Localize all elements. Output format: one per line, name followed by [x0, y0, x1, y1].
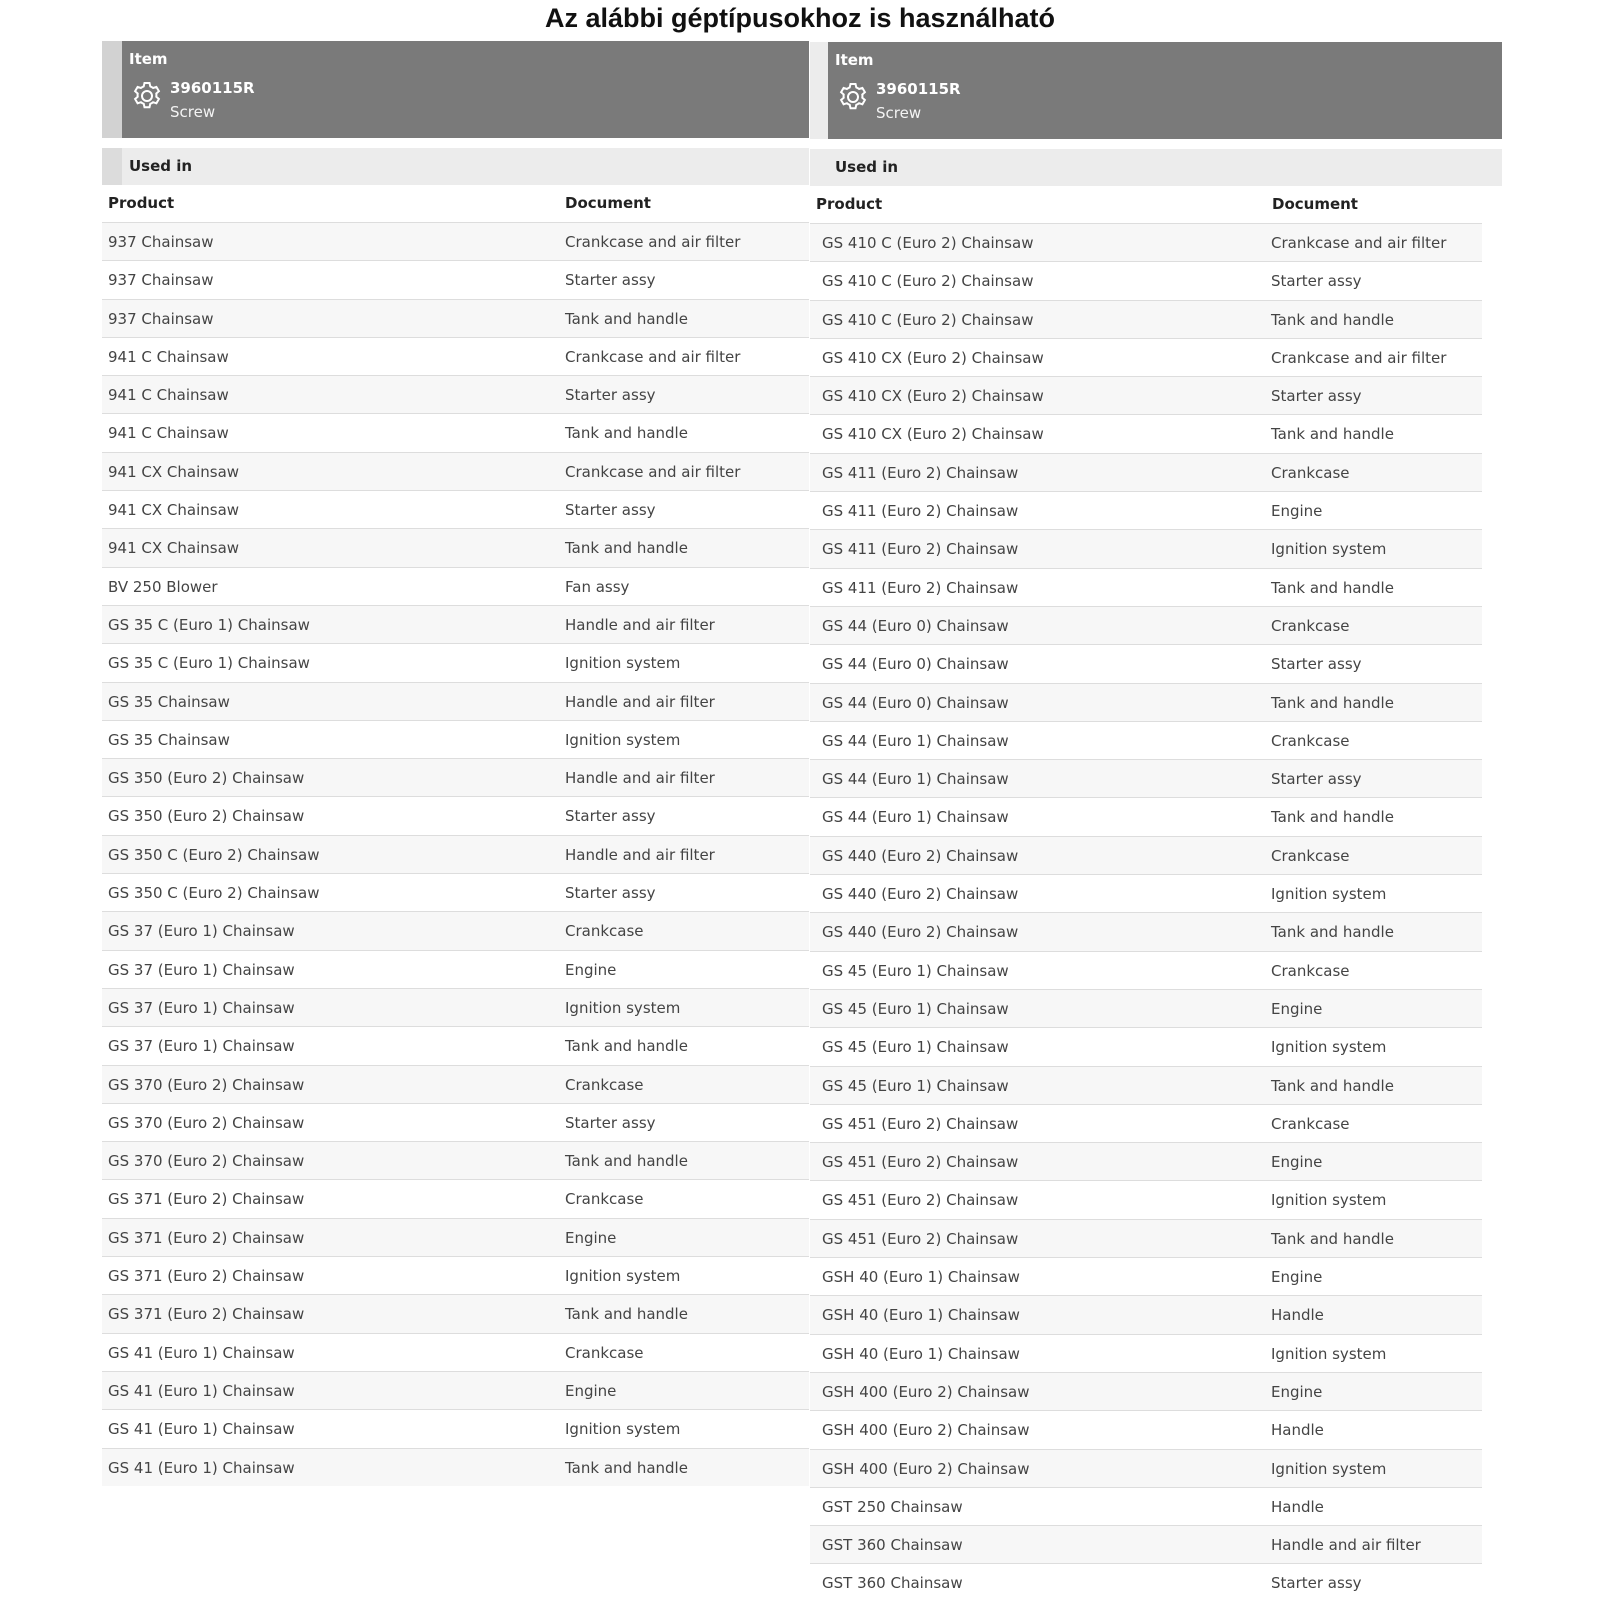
document-cell[interactable]: Crankcase: [1271, 463, 1350, 482]
product-cell[interactable]: GS 37 (Euro 1) Chainsaw: [108, 960, 295, 979]
table-row[interactable]: [810, 644, 1482, 682]
table-row[interactable]: [102, 1371, 809, 1409]
used-in-section-header: [102, 148, 809, 185]
product-cell[interactable]: GS 371 (Euro 2) Chainsaw: [108, 1305, 305, 1324]
table-row[interactable]: [810, 989, 1482, 1027]
table-row[interactable]: [102, 1294, 809, 1332]
table-row[interactable]: [810, 376, 1482, 414]
document-cell[interactable]: Tank and handle: [565, 539, 688, 558]
document-cell[interactable]: Ignition system: [565, 1420, 681, 1439]
table-row[interactable]: [810, 683, 1482, 721]
product-cell[interactable]: GS 44 (Euro 1) Chainsaw: [822, 731, 1009, 750]
product-cell[interactable]: GS 44 (Euro 0) Chainsaw: [822, 616, 1009, 635]
product-cell[interactable]: GS 350 (Euro 2) Chainsaw: [108, 769, 305, 788]
product-cell[interactable]: 937 Chainsaw: [108, 309, 214, 328]
item-code: 3960115R: [876, 80, 961, 98]
table-row[interactable]: [102, 1103, 809, 1141]
document-cell[interactable]: Handle and air filter: [565, 615, 715, 634]
product-cell[interactable]: 941 C Chainsaw: [108, 347, 229, 366]
document-cell[interactable]: Handle: [1271, 1421, 1324, 1440]
document-cell[interactable]: Crankcase and air filter: [1271, 234, 1447, 252]
document-cell[interactable]: Engine: [1271, 1382, 1323, 1401]
table-row[interactable]: [810, 338, 1482, 376]
product-cell[interactable]: GST 250 Chainsaw: [822, 1497, 963, 1516]
document-cell[interactable]: Crankcase and air filter: [565, 462, 741, 481]
table-row[interactable]: [810, 261, 1482, 299]
item-header: [810, 42, 1502, 139]
document-cell[interactable]: Crankcase: [1271, 1114, 1350, 1133]
table-row[interactable]: [102, 299, 809, 337]
document-cell[interactable]: Ignition system: [565, 1267, 681, 1286]
table-row[interactable]: [810, 1372, 1482, 1410]
table-row[interactable]: [810, 1563, 1482, 1601]
document-cell[interactable]: Crankcase: [565, 1343, 644, 1362]
product-cell[interactable]: GS 44 (Euro 1) Chainsaw: [822, 770, 1009, 789]
document-cell[interactable]: Crankcase: [565, 1075, 644, 1094]
product-cell[interactable]: GS 35 Chainsaw: [108, 730, 230, 749]
table-row[interactable]: [102, 911, 809, 949]
table-row[interactable]: [810, 1219, 1482, 1257]
table-row[interactable]: [102, 682, 809, 720]
product-cell[interactable]: GS 410 C (Euro 2) Chainsaw: [822, 272, 1034, 291]
product-cell[interactable]: GS 41 (Euro 1) Chainsaw: [108, 1458, 295, 1477]
product-cell[interactable]: GS 350 C (Euro 2) Chainsaw: [108, 884, 320, 903]
table-row[interactable]: [810, 951, 1482, 989]
table-row[interactable]: [810, 1180, 1482, 1218]
table-row[interactable]: [810, 223, 1482, 261]
gear-icon: [837, 81, 869, 113]
table-body: [810, 223, 1482, 1602]
product-cell[interactable]: GSH 400 (Euro 2) Chainsaw: [822, 1421, 1030, 1440]
document-cell[interactable]: Ignition system: [565, 998, 681, 1017]
document-cell[interactable]: Engine: [1271, 502, 1323, 521]
document-cell[interactable]: Crankcase: [1271, 616, 1350, 635]
table-row[interactable]: [102, 1333, 809, 1371]
product-cell[interactable]: 941 CX Chainsaw: [108, 462, 240, 481]
document-cell[interactable]: Tank and handle: [1271, 808, 1394, 827]
document-cell[interactable]: Engine: [565, 1228, 617, 1247]
table-row[interactable]: [810, 1066, 1482, 1104]
product-cell[interactable]: GS 371 (Euro 2) Chainsaw: [108, 1190, 305, 1209]
product-cell[interactable]: 941 C Chainsaw: [108, 386, 229, 405]
document-cell[interactable]: Crankcase and air filter: [1271, 348, 1447, 367]
document-cell[interactable]: Ignition system: [1271, 540, 1387, 559]
product-cell[interactable]: GS 440 (Euro 2) Chainsaw: [822, 923, 1019, 942]
product-cell[interactable]: GS 410 CX (Euro 2) Chainsaw: [822, 387, 1044, 406]
page-title: Az alábbi géptípusokhoz is használható: [544, 3, 1056, 33]
table-row[interactable]: [810, 912, 1482, 950]
document-cell[interactable]: Starter assy: [565, 271, 656, 290]
document-cell[interactable]: Tank and handle: [1271, 693, 1394, 712]
product-cell[interactable]: GS 350 C (Euro 2) Chainsaw: [108, 845, 320, 864]
document-cell[interactable]: Tank and handle: [565, 1152, 688, 1171]
document-cell[interactable]: Tank and handle: [565, 424, 688, 443]
document-cell[interactable]: Crankcase: [565, 922, 644, 941]
table-row[interactable]: [810, 721, 1482, 759]
product-cell[interactable]: GST 360 Chainsaw: [822, 1536, 963, 1555]
table-row[interactable]: [102, 720, 809, 758]
document-cell[interactable]: Crankcase: [1271, 961, 1350, 980]
document-cell[interactable]: Tank and handle: [565, 1458, 688, 1477]
product-cell[interactable]: GS 410 CX (Euro 2) Chainsaw: [822, 348, 1044, 367]
product-cell[interactable]: GS 41 (Euro 1) Chainsaw: [108, 1381, 295, 1400]
table-row[interactable]: [102, 490, 809, 528]
table-row[interactable]: [102, 1179, 809, 1217]
document-cell[interactable]: Tank and handle: [565, 1037, 688, 1056]
table-row[interactable]: [102, 988, 809, 1026]
product-cell[interactable]: GSH 40 (Euro 1) Chainsaw: [822, 1306, 1020, 1325]
document-cell[interactable]: Starter assy: [565, 1113, 656, 1132]
table-row[interactable]: [102, 950, 809, 988]
used-in-panel-right: [810, 42, 1502, 1602]
table-row[interactable]: [102, 796, 809, 834]
document-cell[interactable]: Tank and handle: [1271, 923, 1394, 942]
product-cell[interactable]: GS 35 C (Euro 1) Chainsaw: [108, 654, 310, 673]
product-cell[interactable]: GS 37 (Euro 1) Chainsaw: [108, 922, 295, 941]
table-row[interactable]: [810, 453, 1482, 491]
table-row[interactable]: [810, 491, 1482, 529]
product-cell[interactable]: GS 411 (Euro 2) Chainsaw: [822, 463, 1019, 482]
table-row[interactable]: [102, 643, 809, 681]
product-cell[interactable]: GSH 40 (Euro 1) Chainsaw: [822, 1344, 1020, 1363]
column-header-document: Document: [565, 194, 651, 212]
document-cell[interactable]: Tank and handle: [1271, 310, 1394, 329]
product-cell[interactable]: GS 45 (Euro 1) Chainsaw: [822, 1076, 1009, 1095]
product-cell[interactable]: GS 370 (Euro 2) Chainsaw: [108, 1152, 305, 1171]
table-row[interactable]: [102, 1218, 809, 1256]
table-row[interactable]: [810, 1410, 1482, 1448]
gear-icon: [131, 80, 163, 112]
product-cell[interactable]: GS 37 (Euro 1) Chainsaw: [108, 998, 295, 1017]
document-cell[interactable]: Crankcase: [565, 1190, 644, 1209]
product-cell[interactable]: GS 41 (Euro 1) Chainsaw: [108, 1343, 295, 1362]
document-cell[interactable]: Engine: [1271, 999, 1323, 1018]
table-row[interactable]: [102, 413, 809, 451]
product-cell[interactable]: GS 451 (Euro 2) Chainsaw: [822, 1153, 1019, 1172]
document-cell[interactable]: Crankcase and air filter: [565, 347, 741, 366]
table-row[interactable]: [102, 452, 809, 490]
table-row[interactable]: [102, 1065, 809, 1103]
product-cell[interactable]: GS 410 C (Euro 2) Chainsaw: [822, 310, 1034, 329]
product-cell[interactable]: 937 Chainsaw: [108, 271, 214, 290]
table-row[interactable]: [810, 1449, 1482, 1487]
product-cell[interactable]: GS 45 (Euro 1) Chainsaw: [822, 999, 1009, 1018]
table-row[interactable]: [102, 1256, 809, 1294]
table-row[interactable]: [810, 874, 1482, 912]
product-cell[interactable]: GS 44 (Euro 1) Chainsaw: [822, 808, 1009, 827]
product-cell[interactable]: GS 440 (Euro 2) Chainsaw: [822, 885, 1019, 904]
document-cell[interactable]: Tank and handle: [1271, 1076, 1394, 1095]
item-description: Screw: [170, 103, 216, 121]
product-cell[interactable]: GS 41 (Euro 1) Chainsaw: [108, 1420, 295, 1439]
product-cell[interactable]: GS 451 (Euro 2) Chainsaw: [822, 1229, 1019, 1248]
table-row[interactable]: [810, 568, 1482, 606]
item-description: Screw: [876, 104, 922, 122]
table-row[interactable]: [102, 835, 809, 873]
product-cell[interactable]: GSH 40 (Euro 1) Chainsaw: [822, 1268, 1020, 1287]
product-cell[interactable]: 941 CX Chainsaw: [108, 501, 240, 520]
column-header-product: Product: [108, 194, 175, 212]
table-row[interactable]: [810, 1334, 1482, 1372]
product-cell[interactable]: GSH 400 (Euro 2) Chainsaw: [822, 1459, 1030, 1478]
document-cell[interactable]: Starter assy: [1271, 1574, 1362, 1593]
product-cell[interactable]: GS 370 (Euro 2) Chainsaw: [108, 1075, 305, 1094]
document-cell[interactable]: Tank and handle: [1271, 578, 1394, 597]
table-header: [810, 186, 1502, 223]
table-row[interactable]: [102, 260, 809, 298]
item-header: [102, 41, 809, 138]
table-row[interactable]: [810, 529, 1482, 567]
product-cell[interactable]: GS 45 (Euro 1) Chainsaw: [822, 1038, 1009, 1057]
table-row[interactable]: [810, 606, 1482, 644]
used-in-section-header: [810, 149, 1502, 186]
table-row[interactable]: [810, 759, 1482, 797]
document-cell[interactable]: Ignition system: [1271, 1344, 1387, 1363]
product-cell[interactable]: GSH 400 (Euro 2) Chainsaw: [822, 1382, 1030, 1401]
document-cell[interactable]: Handle and air filter: [565, 845, 715, 864]
table-row[interactable]: [102, 873, 809, 911]
item-label: Item: [835, 51, 874, 69]
table-row[interactable]: [102, 337, 809, 375]
product-cell[interactable]: 941 C Chainsaw: [108, 424, 229, 443]
product-cell[interactable]: GS 37 (Euro 1) Chainsaw: [108, 1037, 295, 1056]
product-cell[interactable]: GS 44 (Euro 0) Chainsaw: [822, 693, 1009, 712]
table-row[interactable]: [102, 1141, 809, 1179]
product-cell[interactable]: GS 410 C (Euro 2) Chainsaw: [822, 234, 1034, 252]
product-cell[interactable]: GS 451 (Euro 2) Chainsaw: [822, 1114, 1019, 1133]
document-cell[interactable]: Starter assy: [1271, 655, 1362, 674]
item-code: 3960115R: [170, 79, 255, 97]
table-row[interactable]: [102, 375, 809, 413]
table-row[interactable]: [810, 836, 1482, 874]
document-cell[interactable]: Starter assy: [565, 807, 656, 826]
document-cell[interactable]: Engine: [565, 960, 617, 979]
document-cell[interactable]: Ignition system: [1271, 885, 1387, 904]
table-header: [102, 185, 809, 222]
table-row[interactable]: [102, 1409, 809, 1447]
document-cell[interactable]: Starter assy: [565, 884, 656, 903]
document-cell[interactable]: Tank and handle: [1271, 1229, 1394, 1248]
document-cell[interactable]: Handle and air filter: [565, 692, 715, 711]
table-row[interactable]: [102, 567, 809, 605]
product-cell[interactable]: GST 360 Chainsaw: [822, 1574, 963, 1593]
table-row[interactable]: [810, 1142, 1482, 1180]
product-cell[interactable]: GS 411 (Euro 2) Chainsaw: [822, 502, 1019, 521]
product-cell[interactable]: BV 250 Blower: [108, 577, 218, 596]
product-cell[interactable]: GS 440 (Euro 2) Chainsaw: [822, 846, 1019, 865]
product-cell[interactable]: 937 Chainsaw: [108, 233, 214, 251]
document-cell[interactable]: Starter assy: [565, 386, 656, 405]
table-row[interactable]: [810, 1525, 1482, 1563]
column-header-document: Document: [1272, 195, 1358, 213]
table-row[interactable]: [102, 1448, 809, 1486]
table-row[interactable]: [810, 1487, 1482, 1525]
product-cell[interactable]: GS 411 (Euro 2) Chainsaw: [822, 578, 1019, 597]
document-cell[interactable]: Handle and air filter: [565, 769, 715, 788]
product-cell[interactable]: GS 45 (Euro 1) Chainsaw: [822, 961, 1009, 980]
item-label: Item: [129, 50, 168, 68]
document-cell[interactable]: Starter assy: [1271, 272, 1362, 291]
product-cell[interactable]: GS 410 CX (Euro 2) Chainsaw: [822, 425, 1044, 444]
used-in-label: Used in: [129, 157, 193, 175]
used-in-panel-left: [102, 41, 809, 1486]
document-cell[interactable]: Tank and handle: [565, 1305, 688, 1324]
table-row[interactable]: [810, 1104, 1482, 1142]
document-cell[interactable]: Fan assy: [565, 577, 630, 596]
product-cell[interactable]: GS 35 C (Euro 1) Chainsaw: [108, 615, 310, 634]
column-header-product: Product: [816, 195, 883, 213]
table-row[interactable]: [810, 1027, 1482, 1065]
table-row[interactable]: [102, 758, 809, 796]
document-cell[interactable]: Ignition system: [1271, 1191, 1387, 1210]
document-cell[interactable]: Starter assy: [1271, 387, 1362, 406]
document-cell[interactable]: Handle and air filter: [1271, 1536, 1421, 1555]
table-body: [102, 222, 809, 1486]
product-cell[interactable]: GS 35 Chainsaw: [108, 692, 230, 711]
product-cell[interactable]: 941 CX Chainsaw: [108, 539, 240, 558]
document-cell[interactable]: Ignition system: [1271, 1459, 1387, 1478]
product-cell[interactable]: GS 411 (Euro 2) Chainsaw: [822, 540, 1019, 559]
table-row[interactable]: [102, 222, 809, 260]
table-row[interactable]: [810, 1257, 1482, 1295]
document-cell[interactable]: Ignition system: [1271, 1038, 1387, 1057]
table-row[interactable]: [810, 300, 1482, 338]
table-row[interactable]: [102, 528, 809, 566]
product-cell[interactable]: GS 370 (Euro 2) Chainsaw: [108, 1113, 305, 1132]
table-row[interactable]: [102, 605, 809, 643]
product-cell[interactable]: GS 350 (Euro 2) Chainsaw: [108, 807, 305, 826]
document-cell[interactable]: Starter assy: [565, 501, 656, 520]
document-cell[interactable]: Crankcase: [1271, 731, 1350, 750]
table-row[interactable]: [810, 414, 1482, 452]
document-cell[interactable]: Handle: [1271, 1306, 1324, 1325]
document-cell[interactable]: Handle: [1271, 1497, 1324, 1516]
product-cell[interactable]: GS 371 (Euro 2) Chainsaw: [108, 1267, 305, 1286]
document-cell[interactable]: Ignition system: [565, 730, 681, 749]
document-cell[interactable]: Crankcase: [1271, 846, 1350, 865]
document-cell[interactable]: Engine: [1271, 1268, 1323, 1287]
table-row[interactable]: [102, 1026, 809, 1064]
used-in-label: Used in: [835, 158, 899, 176]
document-cell[interactable]: Tank and handle: [565, 309, 688, 328]
document-cell[interactable]: Engine: [565, 1381, 617, 1400]
product-cell[interactable]: GS 371 (Euro 2) Chainsaw: [108, 1228, 305, 1247]
table-row[interactable]: [810, 1295, 1482, 1333]
document-cell[interactable]: Starter assy: [1271, 770, 1362, 789]
product-cell[interactable]: GS 451 (Euro 2) Chainsaw: [822, 1191, 1019, 1210]
document-cell[interactable]: Crankcase and air filter: [565, 233, 741, 251]
table-row[interactable]: [810, 797, 1482, 835]
document-cell[interactable]: Engine: [1271, 1153, 1323, 1172]
product-cell[interactable]: GS 44 (Euro 0) Chainsaw: [822, 655, 1009, 674]
document-cell[interactable]: Ignition system: [565, 654, 681, 673]
document-cell[interactable]: Tank and handle: [1271, 425, 1394, 444]
